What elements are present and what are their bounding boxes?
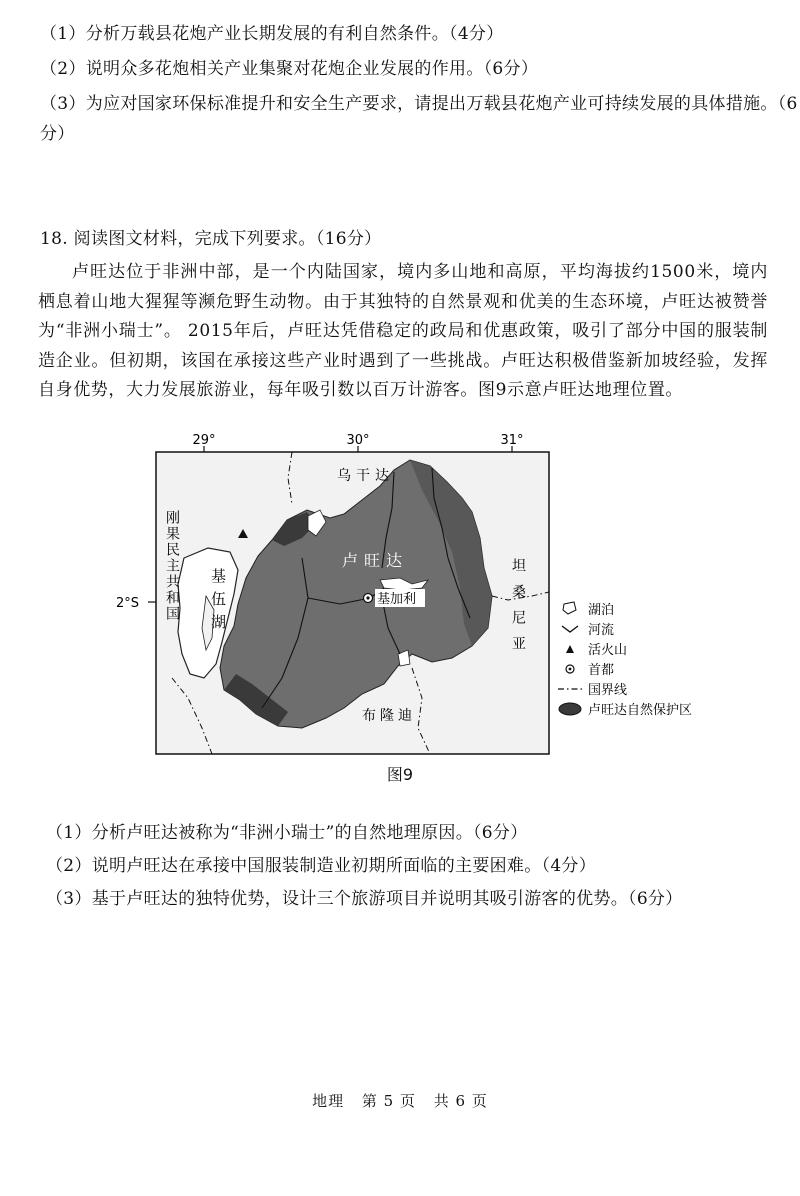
- label-uganda: 乌干达: [337, 468, 394, 484]
- label-lake-kivu: 基伍湖: [209, 568, 227, 637]
- legend-reserve-icon: [559, 703, 581, 715]
- q18-question-2: （2）说明卢旺达在承接中国服装制造业初期所面临的主要困难。（4分）: [46, 856, 597, 876]
- legend-volcano: 活火山: [588, 643, 628, 658]
- footer-total: 共 6 页: [433, 1092, 488, 1110]
- q17-item-3-cont: 分）: [40, 124, 75, 144]
- q18-question-1: （1）分析卢旺达被称为“非洲小瑞士”的自然地理原因。（6分）: [46, 823, 528, 843]
- q18-question-3: （3）基于卢旺达的独特优势，设计三个旅游项目并说明其吸引游客的优势。（6分）: [46, 889, 683, 909]
- legend-river-icon: [562, 626, 578, 632]
- legend-reserve: 卢旺达自然保护区: [588, 703, 693, 718]
- legend-river: 河流: [588, 623, 615, 638]
- legend-border: 国界线: [588, 683, 628, 698]
- lon-label-30: 30°: [346, 433, 370, 448]
- page-footer: [0, 1090, 800, 1111]
- figure-caption: 图9: [386, 765, 414, 784]
- lat-label: 2°S: [116, 596, 140, 611]
- rwanda-map: [112, 428, 702, 768]
- label-burundi: 布隆迪: [362, 708, 416, 724]
- label-rwanda: 卢旺达: [342, 551, 409, 570]
- capital-label: 基加利: [377, 592, 417, 607]
- q17-item-1: （1）分析万载县花炮产业长期发展的有利自然条件。（4分）: [40, 24, 504, 44]
- q17-item-2: （2）说明众多花炮相关产业集聚对花炮企业发展的作用。（6分）: [40, 59, 539, 79]
- map-svg: [112, 428, 702, 768]
- lon-label-31: 31°: [500, 433, 524, 448]
- legend: [558, 602, 692, 718]
- legend-lake-icon: [563, 602, 576, 614]
- q18-heading: 18. 阅读图文材料，完成下列要求。（16分）: [40, 229, 382, 249]
- label-drc: 刚果民主共和国: [164, 510, 180, 622]
- legend-lake: 湖泊: [588, 603, 615, 618]
- legend-volcano-icon: [566, 645, 574, 653]
- legend-capital-dot: [569, 668, 572, 671]
- footer-page: 第 5 页: [361, 1092, 416, 1110]
- label-tanzania: 坦桑尼亚: [510, 558, 526, 662]
- lon-label-29: 29°: [192, 433, 216, 448]
- q17-item-3: （3）为应对国家环保标准提升和安全生产要求，请提出万载县花炮产业可持续发展的具体措施。（6: [40, 94, 798, 114]
- footer-subject: 地理: [312, 1092, 345, 1110]
- legend-capital: 首都: [588, 663, 615, 678]
- capital-dot: [366, 596, 369, 599]
- q18-passage: 卢旺达位于非洲中部，是一个内陆国家，境内多山地和高原，平均海拔约1500米，境内栖息着山地大猩猩等濒危野生动物。由于其独特的自然景观和优美的生态环境，卢旺达被赞誉为“非洲小瑞士”。 2015年后，卢旺达凭借稳定的政局和优惠政策，吸引了部分中国的服装制造企业。但初期，该国在承接这些产业时遇到了一些挑战。卢旺达积极借鉴新加坡经验，发挥自身优势，大力发展旅游业，每年吸引数以百万计游客。图9示意卢旺达地理位置。: [38, 262, 768, 400]
